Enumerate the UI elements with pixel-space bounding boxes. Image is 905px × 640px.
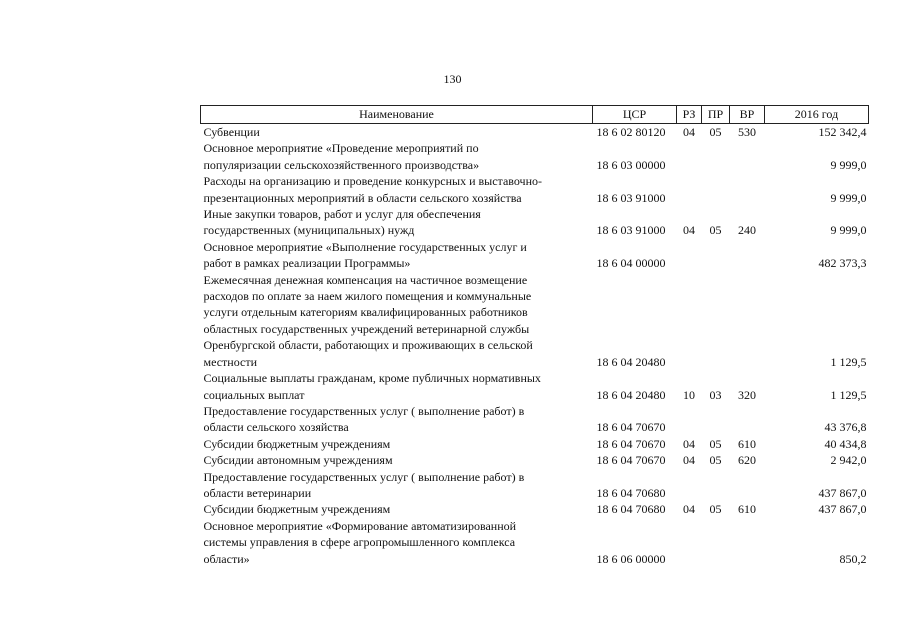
row-name-line: областных государственных учреждений ветеринарной службы <box>203 321 530 336</box>
table-row <box>201 436 869 452</box>
row-amount: 40 434,8 <box>824 436 867 451</box>
budget-table <box>200 105 869 567</box>
row-amount: 9 999,0 <box>830 190 867 205</box>
table-row <box>201 140 869 173</box>
row-rz <box>677 140 702 173</box>
row-pr: 05 <box>709 436 722 451</box>
row-name <box>201 452 593 468</box>
row-name <box>201 124 593 141</box>
row-csr: 18 6 02 80120 <box>596 125 666 139</box>
row-amount: 9 999,0 <box>830 157 867 172</box>
row-pr <box>702 403 730 436</box>
row-name-line: услуги отдельным категориям квалифицированных работников <box>203 305 528 320</box>
row-name <box>201 239 593 272</box>
table-row <box>201 173 869 206</box>
table-header <box>201 106 869 124</box>
row-pr: 05 <box>709 453 722 468</box>
row-vr <box>730 173 765 206</box>
row-vr <box>730 469 765 502</box>
row-vr: 610 <box>738 436 756 451</box>
row-pr <box>702 272 730 370</box>
row-rz: 04 <box>683 125 695 139</box>
header-year: 2016 год <box>765 106 869 124</box>
row-vr: 530 <box>738 125 756 139</box>
row-amount: 2 942,0 <box>830 453 867 468</box>
row-amount: 437 867,0 <box>818 485 867 500</box>
row-vr: 240 <box>738 223 756 238</box>
row-name <box>201 501 593 517</box>
row-name-line: государственных (муниципальных) нужд <box>203 223 415 238</box>
table-row <box>201 272 869 370</box>
table-row <box>201 124 869 141</box>
row-rz: 04 <box>683 223 695 238</box>
row-rz: 04 <box>683 436 695 451</box>
row-rz <box>677 403 702 436</box>
row-vr <box>730 518 765 567</box>
row-pr: 05 <box>709 502 722 517</box>
row-name-line: Субсидии бюджетным учреждениям <box>203 502 391 517</box>
row-name-line: Субсидии автономным учреждениям <box>203 453 393 468</box>
row-csr: 18 6 04 00000 <box>596 256 666 271</box>
row-vr <box>730 272 765 370</box>
row-name-line: Предоставление государственных услуг ( выполнение работ) в <box>203 403 525 418</box>
row-pr <box>702 173 730 206</box>
row-name-line: расходов по оплате за наем жилого помещения и коммунальные <box>203 289 532 304</box>
row-amount: 43 376,8 <box>824 420 867 435</box>
row-rz <box>677 469 702 502</box>
row-csr: 18 6 04 70670 <box>596 453 666 468</box>
table-body <box>201 124 869 567</box>
row-csr: 18 6 03 91000 <box>596 190 666 205</box>
table-row <box>201 501 869 517</box>
row-vr: 320 <box>738 387 756 402</box>
row-name-line: Основное мероприятие «Выполнение государственных услуг и <box>203 239 527 254</box>
row-amount: 1 129,5 <box>830 354 867 369</box>
row-name <box>201 272 593 370</box>
row-pr <box>702 140 730 173</box>
row-name-line: Оренбургской области, работающих и проживающих в сельской <box>203 338 533 353</box>
row-pr: 03 <box>709 387 722 402</box>
row-name-line: местности <box>203 354 258 369</box>
table-row <box>201 239 869 272</box>
row-rz <box>677 173 702 206</box>
row-name <box>201 518 593 567</box>
row-pr: 05 <box>709 125 722 139</box>
row-name-line: Социальные выплаты гражданам, кроме публичных нормативных <box>203 371 541 386</box>
row-amount: 152 342,4 <box>818 125 867 139</box>
row-name-line: Субсидии бюджетным учреждениям <box>203 436 391 451</box>
row-pr <box>702 239 730 272</box>
header-name: Наименование <box>201 106 593 124</box>
header-vr: ВР <box>730 106 765 124</box>
table-row <box>201 469 869 502</box>
row-name-line: социальных выплат <box>203 387 305 402</box>
row-name-line: Расходы на организацию и проведение конкурсных и выставочно- <box>203 174 542 189</box>
row-rz <box>677 239 702 272</box>
row-pr <box>702 469 730 502</box>
row-csr: 18 6 04 70670 <box>596 420 666 435</box>
row-rz: 04 <box>683 502 695 517</box>
row-name-line: области сельского хозяйства <box>203 420 349 435</box>
row-name-line: Субвенции <box>203 125 260 139</box>
row-name <box>201 173 593 206</box>
row-name <box>201 140 593 173</box>
table-row <box>201 452 869 468</box>
row-vr <box>730 239 765 272</box>
row-csr: 18 6 04 20480 <box>596 387 666 402</box>
header-rz: РЗ <box>677 106 702 124</box>
row-name-line: работ в рамках реализации Программы» <box>203 256 411 271</box>
row-csr: 18 6 04 70680 <box>596 502 666 517</box>
row-vr <box>730 403 765 436</box>
row-name <box>201 436 593 452</box>
row-name <box>201 403 593 436</box>
row-vr: 610 <box>738 502 756 517</box>
row-name <box>201 370 593 403</box>
row-rz <box>677 272 702 370</box>
row-pr: 05 <box>709 223 722 238</box>
row-name-line: Предоставление государственных услуг ( выполнение работ) в <box>203 469 525 484</box>
table-row <box>201 370 869 403</box>
row-name-line: системы управления в сфере агропромышленного комплекса <box>203 535 516 550</box>
page-number: 130 <box>443 72 462 86</box>
row-csr: 18 6 03 91000 <box>596 223 666 238</box>
row-name <box>201 206 593 239</box>
table-row <box>201 518 869 567</box>
row-csr: 18 6 06 00000 <box>596 551 666 566</box>
row-rz: 10 <box>683 387 695 402</box>
row-name-line: области» <box>203 551 250 566</box>
row-name-line: презентационных мероприятий в области сельского хозяйства <box>203 190 522 205</box>
row-name-line: Основное мероприятие «Формирование автоматизированной <box>203 518 517 533</box>
row-vr: 620 <box>738 453 756 468</box>
row-name-line: области ветеринарии <box>203 485 312 500</box>
header-csr: ЦСР <box>593 106 677 124</box>
row-csr: 18 6 04 70670 <box>596 436 666 451</box>
row-amount: 1 129,5 <box>830 387 867 402</box>
row-amount: 482 373,3 <box>818 256 867 271</box>
row-name-line: Иные закупки товаров, работ и услуг для обеспечения <box>203 207 481 222</box>
header-row <box>201 106 869 124</box>
row-name-line: популяризации сельскохозяйственного производства» <box>203 157 480 172</box>
row-name <box>201 469 593 502</box>
row-amount: 437 867,0 <box>818 502 867 517</box>
header-pr: ПР <box>702 106 730 124</box>
row-name-line: Основное мероприятие «Проведение мероприятий по <box>203 141 479 156</box>
row-amount: 9 999,0 <box>830 223 867 238</box>
table-row <box>201 403 869 436</box>
row-rz <box>677 518 702 567</box>
row-amount: 850,2 <box>839 551 867 566</box>
row-rz: 04 <box>683 453 695 468</box>
row-name-line: Ежемесячная денежная компенсация на частичное возмещение <box>203 272 528 287</box>
table-row <box>201 206 869 239</box>
row-vr <box>730 140 765 173</box>
row-csr: 18 6 04 20480 <box>596 354 666 369</box>
row-csr: 18 6 04 70680 <box>596 485 666 500</box>
row-csr: 18 6 03 00000 <box>596 157 666 172</box>
row-pr <box>702 518 730 567</box>
